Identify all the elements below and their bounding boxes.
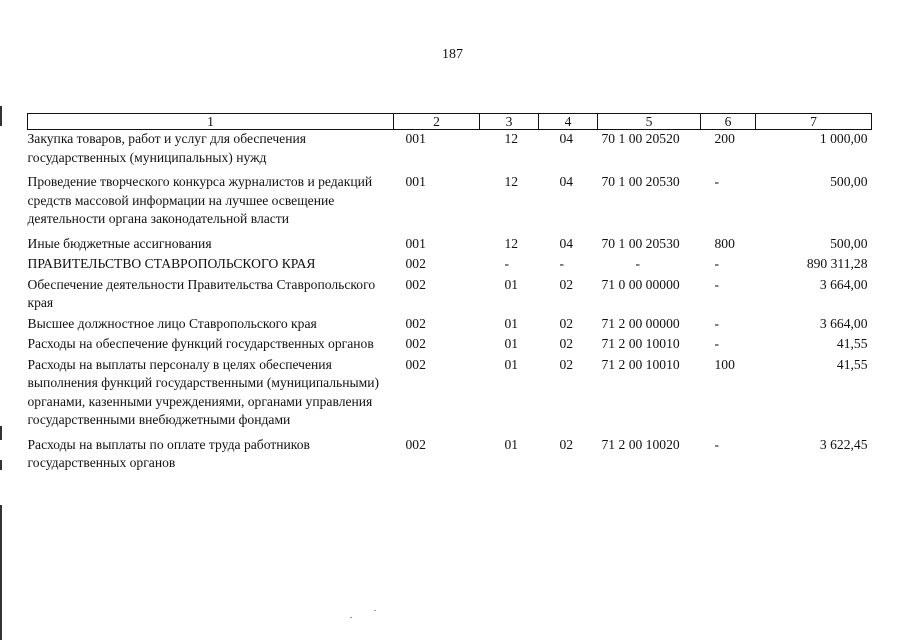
scan-edge-mark — [0, 505, 2, 640]
row-pr: 02 — [559, 276, 574, 292]
header-col-7: 7 — [756, 114, 872, 130]
row-sum: 41,55 — [836, 336, 868, 351]
row-sum: 890 311,28 — [806, 256, 868, 271]
row-csr: 71 2 00 00000 — [601, 315, 680, 331]
header-col-1: 1 — [28, 114, 394, 130]
row-sum: 41,55 — [836, 356, 868, 372]
row-name: ПРАВИТЕЛЬСТВО СТАВРОПОЛЬСКОГО КРАЯ — [27, 256, 316, 271]
row-pr: 04 — [559, 131, 574, 146]
row-sum: 1 000,00 — [819, 131, 868, 146]
row-vedomstvo: 002 — [405, 256, 426, 271]
row-vedomstvo: 002 — [405, 276, 426, 292]
row-name: Закупка товаров, работ и услуг для обеспечения государственных (муниципальных) нужд — [27, 131, 306, 165]
header-col-3: 3 — [480, 114, 539, 130]
row-pr: - — [559, 256, 565, 271]
row-name: Проведение творческого конкурса журналистов и редакций средств массовой информации на лучшее освещение деятельности органа законодательной власти — [27, 174, 373, 226]
row-vr: - — [714, 315, 720, 331]
header-col-6: 6 — [701, 114, 756, 130]
table-row — [28, 130, 872, 174]
row-rz: 12 — [504, 174, 519, 189]
row-pr: 02 — [559, 436, 574, 452]
row-vedomstvo: 001 — [405, 131, 426, 146]
row-csr: 71 2 00 10020 — [601, 436, 680, 452]
row-name: Иные бюджетные ассигнования — [27, 235, 212, 251]
row-csr: 71 0 00 00000 — [601, 276, 680, 292]
row-sum: 500,00 — [830, 235, 868, 251]
row-rz: 12 — [504, 235, 519, 251]
row-rz: 01 — [504, 276, 519, 292]
scan-edge-mark — [0, 426, 2, 440]
row-vr: - — [714, 436, 720, 452]
table-header — [28, 114, 872, 130]
row-name: Расходы на выплаты персоналу в целях обеспечения выполнения функций государственными (муниципальными) органами, казенными учреждениями, органами управления государственными внебюджетными фондами — [27, 356, 380, 427]
scan-edge-mark — [0, 106, 2, 126]
row-vr: 200 — [714, 131, 735, 146]
row-vr: - — [714, 336, 720, 351]
row-pr: 02 — [559, 356, 574, 372]
table-row — [28, 255, 872, 276]
row-csr: 70 1 00 20530 — [601, 174, 680, 189]
row-csr: 71 2 00 10010 — [601, 336, 680, 351]
table-row — [28, 356, 872, 436]
table-row — [28, 235, 872, 256]
row-rz: - — [504, 256, 510, 271]
row-vr: 800 — [714, 235, 735, 251]
scan-speck — [350, 617, 352, 618]
row-csr: 70 1 00 20520 — [601, 131, 680, 146]
row-pr: 04 — [559, 235, 574, 251]
row-vedomstvo: 002 — [405, 315, 426, 331]
table-row — [28, 276, 872, 315]
header-col-2: 2 — [394, 114, 480, 130]
page-number: 187 — [442, 47, 463, 62]
header-row — [28, 114, 872, 130]
row-rz: 12 — [504, 131, 519, 146]
row-vedomstvo: 002 — [405, 436, 426, 452]
header-col-5: 5 — [598, 114, 701, 130]
row-rz: 01 — [504, 315, 519, 331]
row-name: Высшее должностное лицо Ставропольского края — [27, 315, 317, 331]
row-name: Расходы на выплаты по оплате труда работников государственных органов — [27, 436, 310, 470]
row-name: Обеспечение деятельности Правительства Ставропольского края — [27, 276, 376, 310]
row-name: Расходы на обеспечение функций государственных органов — [27, 336, 374, 351]
row-rz: 01 — [504, 336, 519, 351]
row-sum: 3 622,45 — [819, 436, 868, 452]
row-sum: 500,00 — [830, 174, 868, 189]
row-csr: - — [635, 256, 641, 271]
scan-speck — [374, 610, 376, 611]
row-vr: - — [714, 276, 720, 292]
row-vr: - — [714, 256, 720, 271]
row-vedomstvo: 002 — [405, 336, 426, 351]
row-pr: 04 — [559, 174, 574, 189]
row-sum: 3 664,00 — [819, 315, 868, 331]
table-row — [28, 436, 872, 475]
row-vedomstvo: 001 — [405, 235, 426, 251]
row-csr: 71 2 00 10010 — [601, 356, 680, 372]
table-body — [28, 130, 872, 475]
row-vr: 100 — [714, 356, 735, 372]
row-pr: 02 — [559, 336, 574, 351]
row-rz: 01 — [504, 356, 519, 372]
budget-table — [27, 113, 872, 475]
row-vr: - — [714, 174, 720, 189]
row-sum: 3 664,00 — [819, 276, 868, 292]
row-pr: 02 — [559, 315, 574, 331]
row-rz: 01 — [504, 436, 519, 452]
row-csr: 70 1 00 20530 — [601, 235, 680, 251]
row-vedomstvo: 002 — [405, 356, 426, 372]
table-row — [28, 173, 872, 235]
table-row — [28, 335, 872, 356]
row-vedomstvo: 001 — [405, 174, 426, 189]
scan-edge-mark — [0, 460, 2, 470]
header-col-4: 4 — [539, 114, 598, 130]
table-row — [28, 315, 872, 336]
